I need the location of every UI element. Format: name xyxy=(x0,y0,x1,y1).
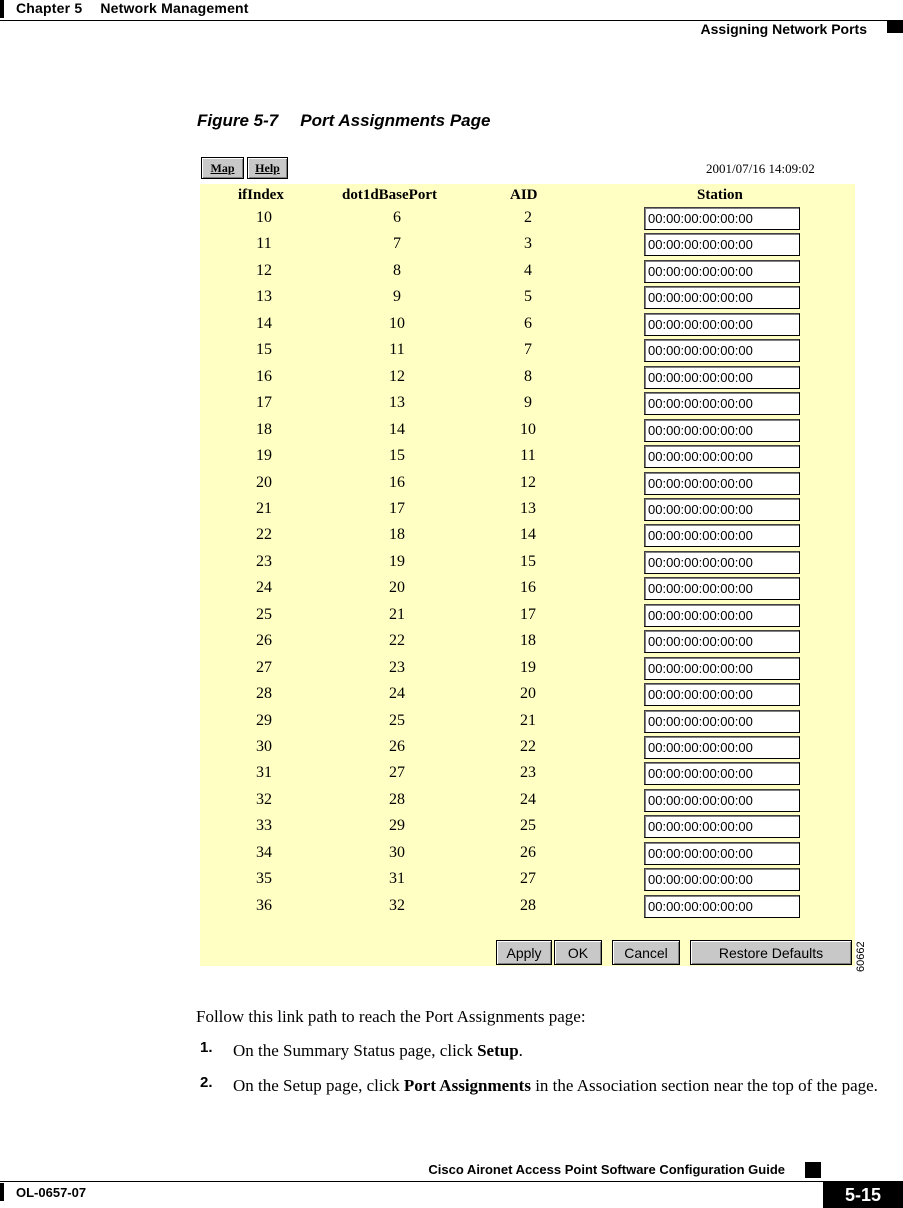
station-input[interactable]: 00:00:00:00:00:00 xyxy=(644,260,800,283)
aid-cell: 12 xyxy=(520,473,536,491)
station-input[interactable]: 00:00:00:00:00:00 xyxy=(644,683,800,706)
intro-text: Follow this link path to reach the Port Assignments page: xyxy=(196,1007,586,1026)
table-row xyxy=(200,840,855,866)
dot1dbaseport-cell: 30 xyxy=(389,843,405,861)
aid-cell: 22 xyxy=(520,738,536,755)
station-input[interactable]: 00:00:00:00:00:00 xyxy=(644,233,800,256)
station-input[interactable]: 00:00:00:00:00:00 xyxy=(644,551,800,574)
aid-cell: 7 xyxy=(524,341,532,359)
port-assignments-screenshot xyxy=(196,150,858,968)
aid-cell: 2 xyxy=(524,209,532,226)
ok-button[interactable]: OK xyxy=(554,940,602,965)
dot1dbaseport-cell: 20 xyxy=(389,579,405,597)
step-1-number: 1. xyxy=(200,1039,213,1056)
aid-cell: 19 xyxy=(520,658,536,676)
aid-cell: 24 xyxy=(520,790,536,808)
dot1dbaseport-cell: 8 xyxy=(393,261,401,279)
figure-number: Figure 5-7 xyxy=(197,111,279,130)
table-row xyxy=(200,893,855,919)
dot1dbaseport-cell: 12 xyxy=(389,367,405,385)
dot1dbaseport-cell: 14 xyxy=(389,420,405,438)
figure-caption xyxy=(197,111,490,131)
table-row xyxy=(200,470,855,496)
dot1dbaseport-cell: 23 xyxy=(389,658,405,676)
ifindex-cell: 25 xyxy=(256,605,272,623)
port-assignments-link-name: Port Assignments xyxy=(403,1076,531,1095)
timestamp: 2001/07/16 14:09:02 xyxy=(706,161,815,176)
ifindex-cell: 16 xyxy=(256,367,272,385)
step-2-number: 2. xyxy=(200,1074,213,1091)
ifindex-cell: 27 xyxy=(256,658,272,676)
dot1dbaseport-cell: 26 xyxy=(389,738,405,755)
ifindex-cell: 12 xyxy=(256,261,272,279)
dot1dbaseport-cell: 24 xyxy=(389,685,405,703)
chapter-heading xyxy=(16,0,249,16)
apply-button[interactable]: Apply xyxy=(496,940,552,965)
dot1dbaseport-cell: 19 xyxy=(389,552,405,570)
table-row xyxy=(200,258,855,284)
ifindex-cell: 18 xyxy=(256,420,272,438)
dot1dbaseport-cell: 22 xyxy=(389,632,405,650)
top-nav-bar xyxy=(196,150,858,184)
dot1dbaseport-cell: 28 xyxy=(389,790,405,808)
table-row xyxy=(200,760,855,786)
footer-marker xyxy=(805,1162,821,1178)
station-input[interactable]: 00:00:00:00:00:00 xyxy=(644,604,800,627)
station-input[interactable]: 00:00:00:00:00:00 xyxy=(644,895,800,918)
ifindex-cell: 34 xyxy=(256,843,272,861)
station-input[interactable]: 00:00:00:00:00:00 xyxy=(644,577,800,600)
station-input[interactable]: 00:00:00:00:00:00 xyxy=(644,313,800,336)
table-row xyxy=(200,708,855,734)
aid-cell: 15 xyxy=(520,552,536,570)
ifindex-cell: 28 xyxy=(256,685,272,703)
ifindex-cell: 32 xyxy=(256,790,272,808)
chapter-number: Chapter 5 xyxy=(16,0,83,16)
station-input[interactable]: 00:00:00:00:00:00 xyxy=(644,286,800,309)
guide-title: Cisco Aironet Access Point Software Configuration Guide xyxy=(428,1162,785,1177)
ifindex-cell: 19 xyxy=(256,447,272,465)
table-row xyxy=(200,311,855,337)
ifindex-cell: 23 xyxy=(256,552,272,570)
aid-cell: 21 xyxy=(520,711,536,729)
ifindex-cell: 33 xyxy=(256,817,272,835)
station-input[interactable]: 00:00:00:00:00:00 xyxy=(644,445,800,468)
ifindex-cell: 15 xyxy=(256,341,272,359)
column-header-ifindex: ifIndex xyxy=(238,187,284,203)
dot1dbaseport-cell: 32 xyxy=(389,896,405,914)
aid-cell: 20 xyxy=(520,685,536,703)
dot1dbaseport-cell: 29 xyxy=(389,817,405,835)
step-2-text: On the Setup page, click Port Assignments in the Association section near the top of the page. xyxy=(233,1076,878,1095)
table-row xyxy=(200,787,855,813)
table-row xyxy=(200,655,855,681)
header-bar xyxy=(0,0,4,18)
dot1dbaseport-cell: 16 xyxy=(389,473,405,491)
station-input[interactable]: 00:00:00:00:00:00 xyxy=(644,498,800,521)
table-row xyxy=(200,602,855,628)
aid-cell: 18 xyxy=(520,632,536,650)
ifindex-cell: 36 xyxy=(256,896,272,914)
station-input[interactable]: 00:00:00:00:00:00 xyxy=(644,630,800,653)
table-row xyxy=(200,205,855,231)
aid-cell: 11 xyxy=(520,447,536,465)
aid-cell: 14 xyxy=(520,526,536,544)
table-row xyxy=(200,231,855,257)
table-row xyxy=(200,364,855,390)
ifindex-cell: 22 xyxy=(256,526,272,544)
table-row xyxy=(200,443,855,469)
ifindex-cell: 26 xyxy=(256,632,272,650)
table-row xyxy=(200,549,855,575)
ifindex-cell: 30 xyxy=(256,738,272,755)
port-table-panel xyxy=(200,184,855,966)
station-input[interactable]: 00:00:00:00:00:00 xyxy=(644,736,800,759)
table-row xyxy=(200,337,855,363)
dot1dbaseport-cell: 13 xyxy=(389,394,405,412)
section-title: Assigning Network Ports xyxy=(700,21,867,37)
table-row xyxy=(200,575,855,601)
aid-cell: 23 xyxy=(520,764,536,782)
aid-cell: 26 xyxy=(520,843,536,861)
help-button[interactable]: Help xyxy=(247,157,288,179)
dot1dbaseport-cell: 31 xyxy=(389,870,405,888)
footer-rule xyxy=(0,1181,903,1182)
dot1dbaseport-cell: 27 xyxy=(389,764,405,782)
ifindex-cell: 13 xyxy=(256,288,272,306)
aid-cell: 9 xyxy=(524,394,532,412)
step-1-text: On the Summary Status page, click Setup. xyxy=(233,1041,523,1060)
column-header-aid: AID xyxy=(510,187,538,203)
station-input[interactable]: 00:00:00:00:00:00 xyxy=(644,392,800,415)
dot1dbaseport-cell: 17 xyxy=(389,499,405,517)
page-number: 5-15 xyxy=(823,1182,903,1208)
column-header-station: Station xyxy=(697,187,743,203)
aid-cell: 6 xyxy=(524,314,532,332)
aid-cell: 8 xyxy=(524,367,532,385)
figure-title: Port Assignments Page xyxy=(300,111,491,130)
station-input[interactable]: 00:00:00:00:00:00 xyxy=(644,868,800,891)
aid-cell: 13 xyxy=(520,499,536,517)
table-row xyxy=(200,284,855,310)
restore-defaults-button[interactable]: Restore Defaults xyxy=(690,940,852,965)
document-number: OL-0657-07 xyxy=(16,1185,87,1200)
column-header-dot1dbaseport: dot1dBasePort xyxy=(342,187,437,203)
header-marker xyxy=(887,20,903,33)
station-input[interactable]: 00:00:00:00:00:00 xyxy=(644,710,800,733)
station-input[interactable]: 00:00:00:00:00:00 xyxy=(644,842,800,865)
dot1dbaseport-cell: 6 xyxy=(393,209,401,226)
ifindex-cell: 20 xyxy=(256,473,272,491)
aid-cell: 25 xyxy=(520,817,536,835)
dot1dbaseport-cell: 25 xyxy=(389,711,405,729)
ifindex-cell: 21 xyxy=(256,499,272,517)
aid-cell: 17 xyxy=(520,605,536,623)
station-input[interactable]: 00:00:00:00:00:00 xyxy=(644,472,800,495)
aid-cell: 16 xyxy=(520,579,536,597)
table-row xyxy=(200,866,855,892)
table-row xyxy=(200,681,855,707)
dot1dbaseport-cell: 10 xyxy=(389,314,405,332)
aid-cell: 4 xyxy=(524,261,532,279)
chapter-title: Network Management xyxy=(100,0,249,16)
dot1dbaseport-cell: 18 xyxy=(389,526,405,544)
table-row xyxy=(200,522,855,548)
station-input[interactable]: 00:00:00:00:00:00 xyxy=(644,419,800,442)
aid-cell: 3 xyxy=(524,235,532,253)
setup-link-name: Setup xyxy=(477,1041,519,1060)
station-input[interactable]: 00:00:00:00:00:00 xyxy=(644,339,800,362)
aid-cell: 27 xyxy=(520,870,536,888)
dot1dbaseport-cell: 7 xyxy=(393,235,401,253)
table-row xyxy=(200,390,855,416)
ifindex-cell: 11 xyxy=(256,235,272,253)
station-input[interactable]: 00:00:00:00:00:00 xyxy=(644,207,800,230)
dot1dbaseport-cell: 15 xyxy=(389,447,405,465)
table-row xyxy=(200,734,855,760)
ifindex-cell: 24 xyxy=(256,579,272,597)
ifindex-cell: 29 xyxy=(256,711,272,729)
station-input[interactable]: 00:00:00:00:00:00 xyxy=(644,762,800,785)
aid-cell: 28 xyxy=(520,896,536,914)
dot1dbaseport-cell: 21 xyxy=(389,605,405,623)
station-input[interactable]: 00:00:00:00:00:00 xyxy=(644,657,800,680)
dot1dbaseport-cell: 11 xyxy=(389,341,405,359)
table-row xyxy=(200,813,855,839)
station-input[interactable]: 00:00:00:00:00:00 xyxy=(644,815,800,838)
ifindex-cell: 31 xyxy=(256,764,272,782)
cancel-button[interactable]: Cancel xyxy=(612,940,680,965)
ifindex-cell: 14 xyxy=(256,314,272,332)
station-input[interactable]: 00:00:00:00:00:00 xyxy=(644,366,800,389)
station-input[interactable]: 00:00:00:00:00:00 xyxy=(644,524,800,547)
ifindex-cell: 35 xyxy=(256,870,272,888)
station-input[interactable]: 00:00:00:00:00:00 xyxy=(644,789,800,812)
figure-id: 60662 xyxy=(855,941,867,972)
table-row xyxy=(200,628,855,654)
table-row xyxy=(200,496,855,522)
dot1dbaseport-cell: 9 xyxy=(393,288,401,306)
aid-cell: 5 xyxy=(524,288,532,306)
map-button[interactable]: Map xyxy=(201,157,244,179)
aid-cell: 10 xyxy=(520,420,536,438)
footer-bar xyxy=(0,1183,4,1201)
ifindex-cell: 17 xyxy=(256,394,272,412)
table-row xyxy=(200,417,855,443)
ifindex-cell: 10 xyxy=(256,209,272,226)
